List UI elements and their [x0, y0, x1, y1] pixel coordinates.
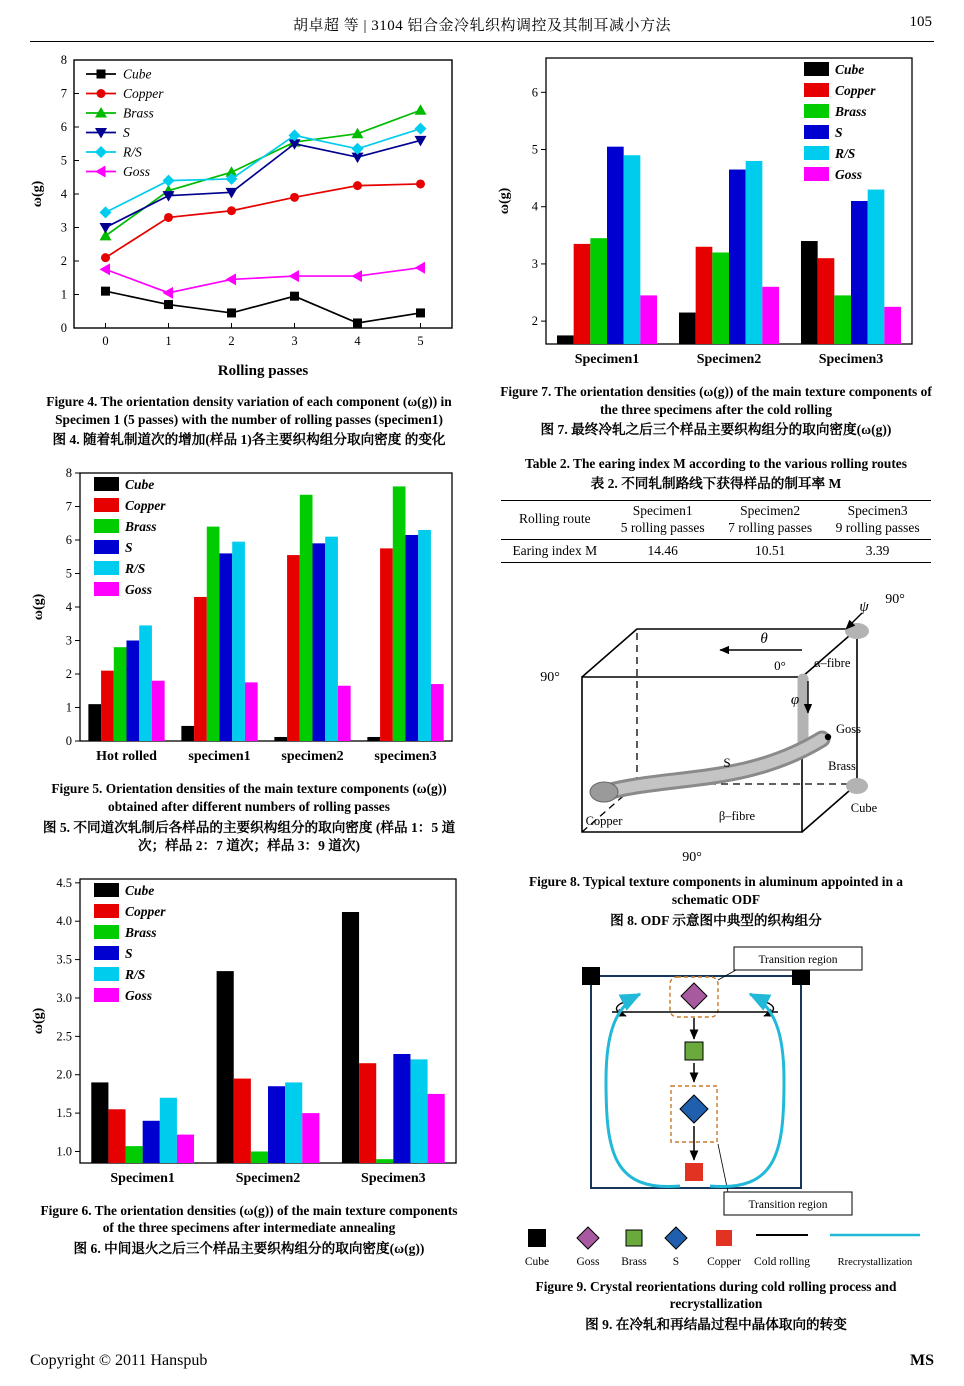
legend-recrystallization-label: Rrecrystallization	[837, 1256, 913, 1268]
figure8-caption	[500, 873, 932, 929]
corner-blob-top-right	[845, 623, 869, 639]
figure5-svg	[28, 465, 462, 771]
figure7-bar-chart	[494, 50, 938, 379]
svg-text:6: 6	[65, 533, 72, 548]
svg-text:4: 4	[531, 199, 538, 214]
svg-text:ω(g): ω(g)	[497, 187, 512, 215]
page-header	[30, 0, 934, 42]
svg-text:Copper: Copper	[123, 86, 164, 101]
table2-title-en: Table 2. The earing index M according to the various rolling routes	[525, 456, 907, 472]
svg-text:2.5: 2.5	[56, 1028, 72, 1043]
svg-text:3.5: 3.5	[56, 952, 72, 967]
svg-text:7: 7	[65, 499, 72, 514]
figure4-caption-cn: 图 4. 随着轧制道次的增加(样品 1)各主要织构组分取向密度 的变化	[52, 432, 446, 448]
svg-text:2: 2	[531, 314, 538, 329]
two-column-layout	[0, 42, 964, 1350]
figure9-caption-en: Figure 9. Crystal reorientations during cold rolling process and recrystallization	[535, 1278, 897, 1312]
svg-text:5: 5	[417, 334, 424, 348]
table2-col1-sub: 5 rolling passes	[620, 519, 705, 535]
svg-text:Specimen1: Specimen1	[574, 352, 640, 367]
label-s: S	[723, 755, 731, 771]
figure9-caption-cn: 图 9. 在冷轧和再结晶过程中晶体取向的转变	[585, 1317, 847, 1333]
legend-cube-label: Cube	[524, 1255, 550, 1268]
svg-text:R/S: R/S	[125, 966, 146, 982]
svg-text:Goss: Goss	[125, 987, 153, 1003]
svg-text:specimen2: specimen2	[281, 749, 344, 765]
label-zero: 0°	[774, 658, 786, 674]
svg-text:Brass: Brass	[125, 519, 157, 535]
figure5-bar-chart	[28, 465, 470, 776]
svg-text:2: 2	[60, 254, 67, 268]
svg-text:ω(g): ω(g)	[31, 594, 46, 621]
right-column	[494, 50, 938, 1350]
transition-label-bottom: Transition region	[748, 1198, 828, 1211]
svg-text:Cube: Cube	[835, 62, 865, 77]
svg-text:6: 6	[60, 120, 67, 134]
svg-text:5: 5	[65, 566, 72, 581]
table2-header-row	[501, 500, 932, 539]
figure7-svg	[494, 50, 922, 374]
figure9-legend	[525, 1227, 920, 1268]
label-90-left: 90°	[540, 670, 560, 686]
svg-text:6: 6	[531, 85, 538, 100]
svg-text:0: 0	[65, 734, 72, 749]
svg-text:4: 4	[60, 187, 67, 201]
figure6-svg	[28, 871, 466, 1193]
svg-text:4.5: 4.5	[56, 875, 72, 890]
svg-text:Copper: Copper	[125, 498, 166, 514]
table2-value-3: 3.39	[824, 539, 931, 563]
svg-text:R/S: R/S	[835, 146, 856, 161]
label-cube: Cube	[850, 801, 878, 816]
table2-title	[496, 455, 936, 493]
svg-text:ω(g): ω(g)	[31, 1007, 46, 1034]
figure6-caption-en: Figure 6. The orientation densities (ω(g)) of the main texture components of the three specimens after intermediate annealing	[40, 1202, 458, 1236]
label-90-top-right: 90°	[885, 592, 905, 608]
svg-text:1: 1	[165, 334, 172, 348]
figure5-caption-cn: 图 5. 不同道次轧制后各样品的主要织构组分的取向密度 (样品 1：5 道次；样品 2：7 道次；样品 3：9 道次)	[42, 819, 456, 853]
figure6-caption	[34, 1202, 464, 1258]
figure8-caption-cn: 图 8. ODF 示意图中典型的织构组分	[610, 912, 822, 928]
table2	[501, 500, 932, 564]
legend-coldrolling-label: Cold rolling	[754, 1255, 810, 1268]
svg-text:3: 3	[65, 633, 72, 648]
recrystallization-arrow-left	[606, 994, 680, 1187]
table2-col1-name: Specimen1	[632, 502, 693, 518]
label-goss: Goss	[836, 722, 862, 737]
svg-text:5: 5	[60, 153, 67, 168]
svg-text:Brass: Brass	[123, 105, 154, 121]
table2-col3-cell	[824, 500, 931, 539]
svg-text:2.0: 2.0	[56, 1067, 72, 1082]
svg-text:7: 7	[60, 86, 67, 101]
svg-text:8: 8	[65, 466, 72, 481]
table2-col3-sub: 9 rolling passes	[835, 519, 920, 535]
figure7-caption	[500, 383, 932, 439]
table2-col1-cell	[609, 500, 716, 539]
figure6-bar-chart	[28, 871, 470, 1198]
figure4-caption-en: Figure 4. The orientation density variation of each component (ω(g)) in Specimen 1 (5 passes) with the number of rolling passes (specimen1)	[46, 394, 452, 427]
svg-text:3: 3	[291, 334, 298, 348]
figure5-caption-en: Figure 5. Orientation densities of the main texture components (ω(g)) obtained after different numbers of rolling passes	[51, 781, 447, 814]
svg-text:4: 4	[65, 600, 72, 615]
svg-text:S: S	[125, 945, 133, 961]
svg-text:R/S: R/S	[123, 144, 142, 160]
svg-text:S: S	[125, 540, 133, 556]
goss-dot	[825, 734, 831, 740]
copyright-text: Copyright © 2011 Hanspub	[30, 1352, 208, 1369]
legend-brass-label: Brass	[621, 1255, 647, 1268]
left-column	[28, 50, 470, 1350]
corner-square-left	[582, 967, 600, 985]
svg-text:R/S: R/S	[125, 561, 146, 577]
svg-text:1: 1	[60, 287, 67, 302]
table2-value-2: 10.51	[716, 539, 823, 563]
svg-text:1.0: 1.0	[56, 1144, 72, 1159]
svg-text:2: 2	[228, 334, 235, 348]
figure7-caption-en: Figure 7. The orientation densities (ω(g)) of the main texture components of the three specimens after the cold rolling	[500, 384, 932, 417]
legend-brass-swatch	[626, 1230, 642, 1246]
svg-text:1.5: 1.5	[56, 1105, 72, 1120]
svg-text:0: 0	[60, 321, 67, 335]
label-brass: Brass	[828, 759, 856, 774]
figure7-caption-cn: 图 7. 最终冷轧之后三个样品主要织构组分的取向密度(ω(g))	[540, 422, 892, 438]
legend-copper-label: Copper	[707, 1255, 741, 1268]
svg-text:Rolling passes: Rolling passes	[217, 363, 309, 379]
figure8-caption-en: Figure 8. Typical texture components in aluminum appointed in a schematic ODF	[529, 874, 903, 908]
svg-text:Specimen2: Specimen2	[696, 352, 762, 367]
svg-text:4: 4	[354, 334, 361, 348]
svg-text:Brass: Brass	[125, 924, 157, 940]
table2-col2-cell	[716, 500, 823, 539]
legend-goss-swatch	[577, 1227, 599, 1249]
label-beta-fibre: β–fibre	[718, 809, 756, 824]
svg-text:specimen1: specimen1	[188, 749, 251, 765]
svg-text:3: 3	[531, 256, 538, 271]
svg-text:Specimen1: Specimen1	[110, 1170, 175, 1186]
figure4-svg	[28, 50, 466, 384]
cube-component-blob	[846, 778, 868, 794]
table2-col2-name: Specimen2	[740, 502, 801, 518]
figure5-caption	[34, 780, 464, 854]
label-90-bottom: 90°	[682, 850, 702, 866]
svg-text:Cube: Cube	[125, 477, 155, 493]
svg-text:1: 1	[65, 700, 72, 715]
svg-text:0: 0	[102, 334, 109, 348]
figure9-caption	[500, 1278, 932, 1334]
transition-label-top: Transition region	[758, 953, 838, 966]
svg-text:Goss: Goss	[835, 167, 863, 182]
page-footer	[30, 1352, 934, 1370]
journal-abbrev: MS	[910, 1352, 934, 1369]
running-title: 胡卓超 等 | 3104 铝合金冷轧织构调控及其制耳减小方法	[292, 18, 671, 34]
svg-text:4.0: 4.0	[56, 913, 72, 928]
table2-title-cn: 表 2. 不同轧制路线下获得样品的制耳率 M	[590, 476, 842, 492]
svg-text:S: S	[123, 125, 130, 140]
svg-text:Cube: Cube	[125, 882, 155, 898]
svg-text:3: 3	[60, 220, 67, 235]
figure6-caption-cn: 图 6. 中间退火之后三个样品主要织构组分的取向密度(ω(g))	[73, 1240, 425, 1256]
svg-text:ω(g): ω(g)	[30, 180, 45, 208]
figure4-caption	[34, 393, 464, 449]
svg-text:Goss: Goss	[123, 164, 151, 179]
figure8-odf-schematic	[512, 577, 920, 869]
figure4-line-chart	[28, 50, 470, 389]
svg-text:Copper: Copper	[125, 903, 166, 919]
label-phi: φ	[790, 692, 800, 709]
svg-text:Specimen2: Specimen2	[235, 1170, 301, 1186]
svg-text:S: S	[835, 125, 843, 140]
transition-leader-bottom	[718, 1144, 728, 1192]
figure9-reorientation-diagram	[496, 946, 936, 1274]
legend-goss-label: Goss	[576, 1255, 600, 1268]
table2-data-row	[501, 539, 932, 563]
svg-text:Hot rolled: Hot rolled	[96, 749, 157, 765]
legend-cube-swatch	[528, 1229, 546, 1247]
table2-row-label: Earing index M	[501, 539, 609, 563]
goss-diamond-shape	[681, 983, 707, 1009]
svg-text:specimen3: specimen3	[374, 749, 437, 765]
table2-rowheader-cell: Rolling route	[501, 500, 609, 539]
copper-ball	[590, 782, 618, 802]
legend-s-swatch	[665, 1227, 687, 1249]
label-copper: Copper	[585, 814, 623, 829]
s-diamond-shape	[680, 1095, 708, 1123]
label-alpha-fibre: α–fibre	[814, 656, 851, 671]
page-number: 105	[909, 14, 932, 30]
svg-text:3.0: 3.0	[56, 990, 72, 1005]
svg-text:8: 8	[60, 53, 67, 67]
svg-text:5: 5	[531, 142, 538, 157]
table2-value-1: 14.46	[609, 539, 716, 563]
svg-text:Goss: Goss	[125, 582, 153, 598]
brass-square-shape	[685, 1042, 703, 1060]
svg-text:Specimen3: Specimen3	[818, 352, 884, 367]
copper-square-shape	[685, 1163, 703, 1181]
table2-col3-name: Specimen3	[847, 502, 908, 518]
svg-text:Brass: Brass	[835, 104, 867, 119]
table2-col2-sub: 7 rolling passes	[728, 519, 813, 535]
svg-text:Cube: Cube	[123, 66, 152, 82]
label-psi: ψ	[859, 599, 869, 616]
svg-text:2: 2	[65, 667, 72, 682]
label-theta: θ	[760, 631, 768, 648]
svg-text:Copper: Copper	[835, 83, 876, 98]
svg-text:Specimen3: Specimen3	[361, 1170, 426, 1186]
legend-s-label: S	[672, 1255, 680, 1268]
legend-copper-swatch	[716, 1230, 732, 1246]
